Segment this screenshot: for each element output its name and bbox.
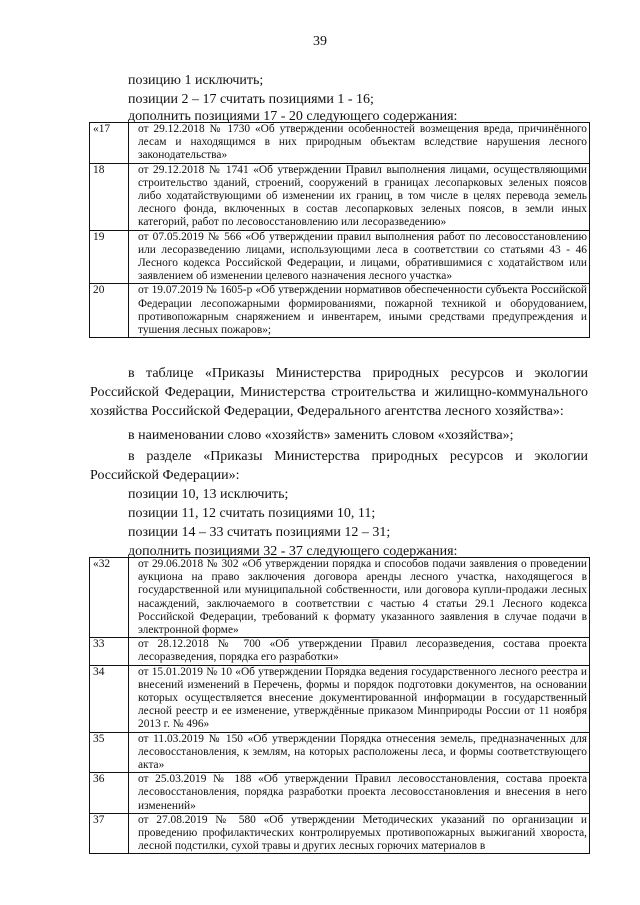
position-number: 18 [90,163,129,230]
table-row [90,813,590,854]
position-text: от 27.08.2019 № 580 «Об утверждении Методических указаний по организации и проведению профилактических контролируемых противопожарных выжиганий хвороста, лесной подстилки, сухой травы и других лесных горючих материалов в [129,813,590,854]
position-number: 20 [90,284,129,338]
position-number: 36 [90,773,129,814]
position-number: 34 [90,665,129,732]
position-number: 35 [90,732,129,773]
position-text: от 25.03.2019 № 188 «Об утверждении Правил лесовосстановления, состава проекта лесовосстановления, порядка разработки проекта лесовосстановления и внесения в него изменений» [129,773,590,814]
positions-table-17-20 [89,122,590,338]
table-row [90,638,590,665]
table-row [90,665,590,732]
position-text: от 29.12.2018 № 1730 «Об утверждении особенностей возмещения вреда, причинённого лесам и находящимся в них природным объектам вследствие нарушения лесного законодательства» [129,123,590,164]
table-row [90,558,590,638]
paragraph-section: в разделе «Приказы Министерства природных ресурсов и экологии Российской Федерации»: [90,449,588,483]
position-number: «17 [90,123,129,164]
table-row [90,732,590,773]
table-row [90,123,590,164]
position-number: «32 [90,558,129,638]
page-number: 39 [313,34,327,49]
table-row [90,230,590,284]
instruction-line: позиции 11, 12 считать позициями 10, 11; [128,506,376,521]
instruction-line: дополнить позициями 17 - 20 следующего содержания: [128,109,458,124]
position-number: 33 [90,638,129,665]
positions-table-32-37 [89,557,590,854]
instruction-line: позиции 10, 13 исключить; [128,487,289,502]
position-number: 37 [90,813,129,854]
position-text: от 19.07.2019 № 1605-р «Об утверждении нормативов обеспеченности субъекта Российской Федерации лесопожарными формированиями, пожарной техникой и оборудованием, противопожарным снаряжением и инвентарем, иными средствами предупреждения и тушения лесных пожаров»; [129,284,590,338]
position-text: от 28.12.2018 № 700 «Об утверждении Правил лесоразведения, состава проекта лесоразведения, порядка его разработки» [129,638,590,665]
position-text: от 07.05.2019 № 566 «Об утверждении правил выполнения работ по лесовосстановлению или лесоразведению лицами, использующими леса в соответствии со статьями 43 - 46 Лесного кодекса Российской Федерации, и лицами, обратившимися с ходатайством или заявлением об изменении целевого назначения лесного участка» [129,230,590,284]
position-number: 19 [90,230,129,284]
position-text: от 29.06.2018 № 302 «Об утверждении порядка и способов подачи заявления о проведении аукциона на право заключения договора аренды лесного участка, находящегося в государственной или муниципальной собственности, или договора купли-продажи лесных насаждений, заключаемого в соответствии с частью 4 статьи 29.1 Лесного кодекса Российской Федерации, требований к формату указанного заявления в случае подачи в электронной форме» [129,558,590,638]
table-row [90,773,590,814]
position-text: от 29.12.2018 № 1741 «Об утверждении Правил выполнения лицами, осуществляющими строительство зданий, строений, сооружений в границах лесопарковых зеленых поясов либо ходатайствующими об изменении их границ, в том числе в целях перевода земель лесного фонда, включенных в состав лесопарковых зеленых поясов, в земли иных категорий, работ по лесовосстановлению или лесоразведению» [129,163,590,230]
instruction-line: позиции 2 – 17 считать позициями 1 - 16; [128,92,374,107]
instruction-line: в наименовании слово «хозяйств» заменить словом «хозяйства»; [128,428,514,443]
position-text: от 11.03.2019 № 150 «Об утверждении Порядка отнесения земель, предназначенных для лесовосстановления, к землям, на которых расположены леса, и формы соответствующего акта» [129,732,590,773]
position-text: от 15.01.2019 № 10 «Об утверждении Порядка ведения государственного лесного реестра и внесений изменений в Перечень, формы и порядок подготовки документов, на основании которых осуществляется внесение документированной информации в государственный лесной реестр и ее изменение, утверждённые приказом Минприроды России от 11 ноября 2013 г. № 496» [129,665,590,732]
instruction-line: дополнить позициями 32 - 37 следующего содержания: [128,544,458,559]
instruction-line: позиции 14 – 33 считать позициями 12 – 31; [128,525,391,540]
table-row [90,284,590,338]
instruction-line: позицию 1 исключить; [128,73,264,88]
table-row [90,163,590,230]
paragraph-table-rename: в таблице «Приказы Министерства природных ресурсов и экологии Российской Федерации, Министерства строительства и жилищно-коммунального хозяйства Российской Федерации, Федерального агентства лесного хозяйства»: [90,366,588,419]
